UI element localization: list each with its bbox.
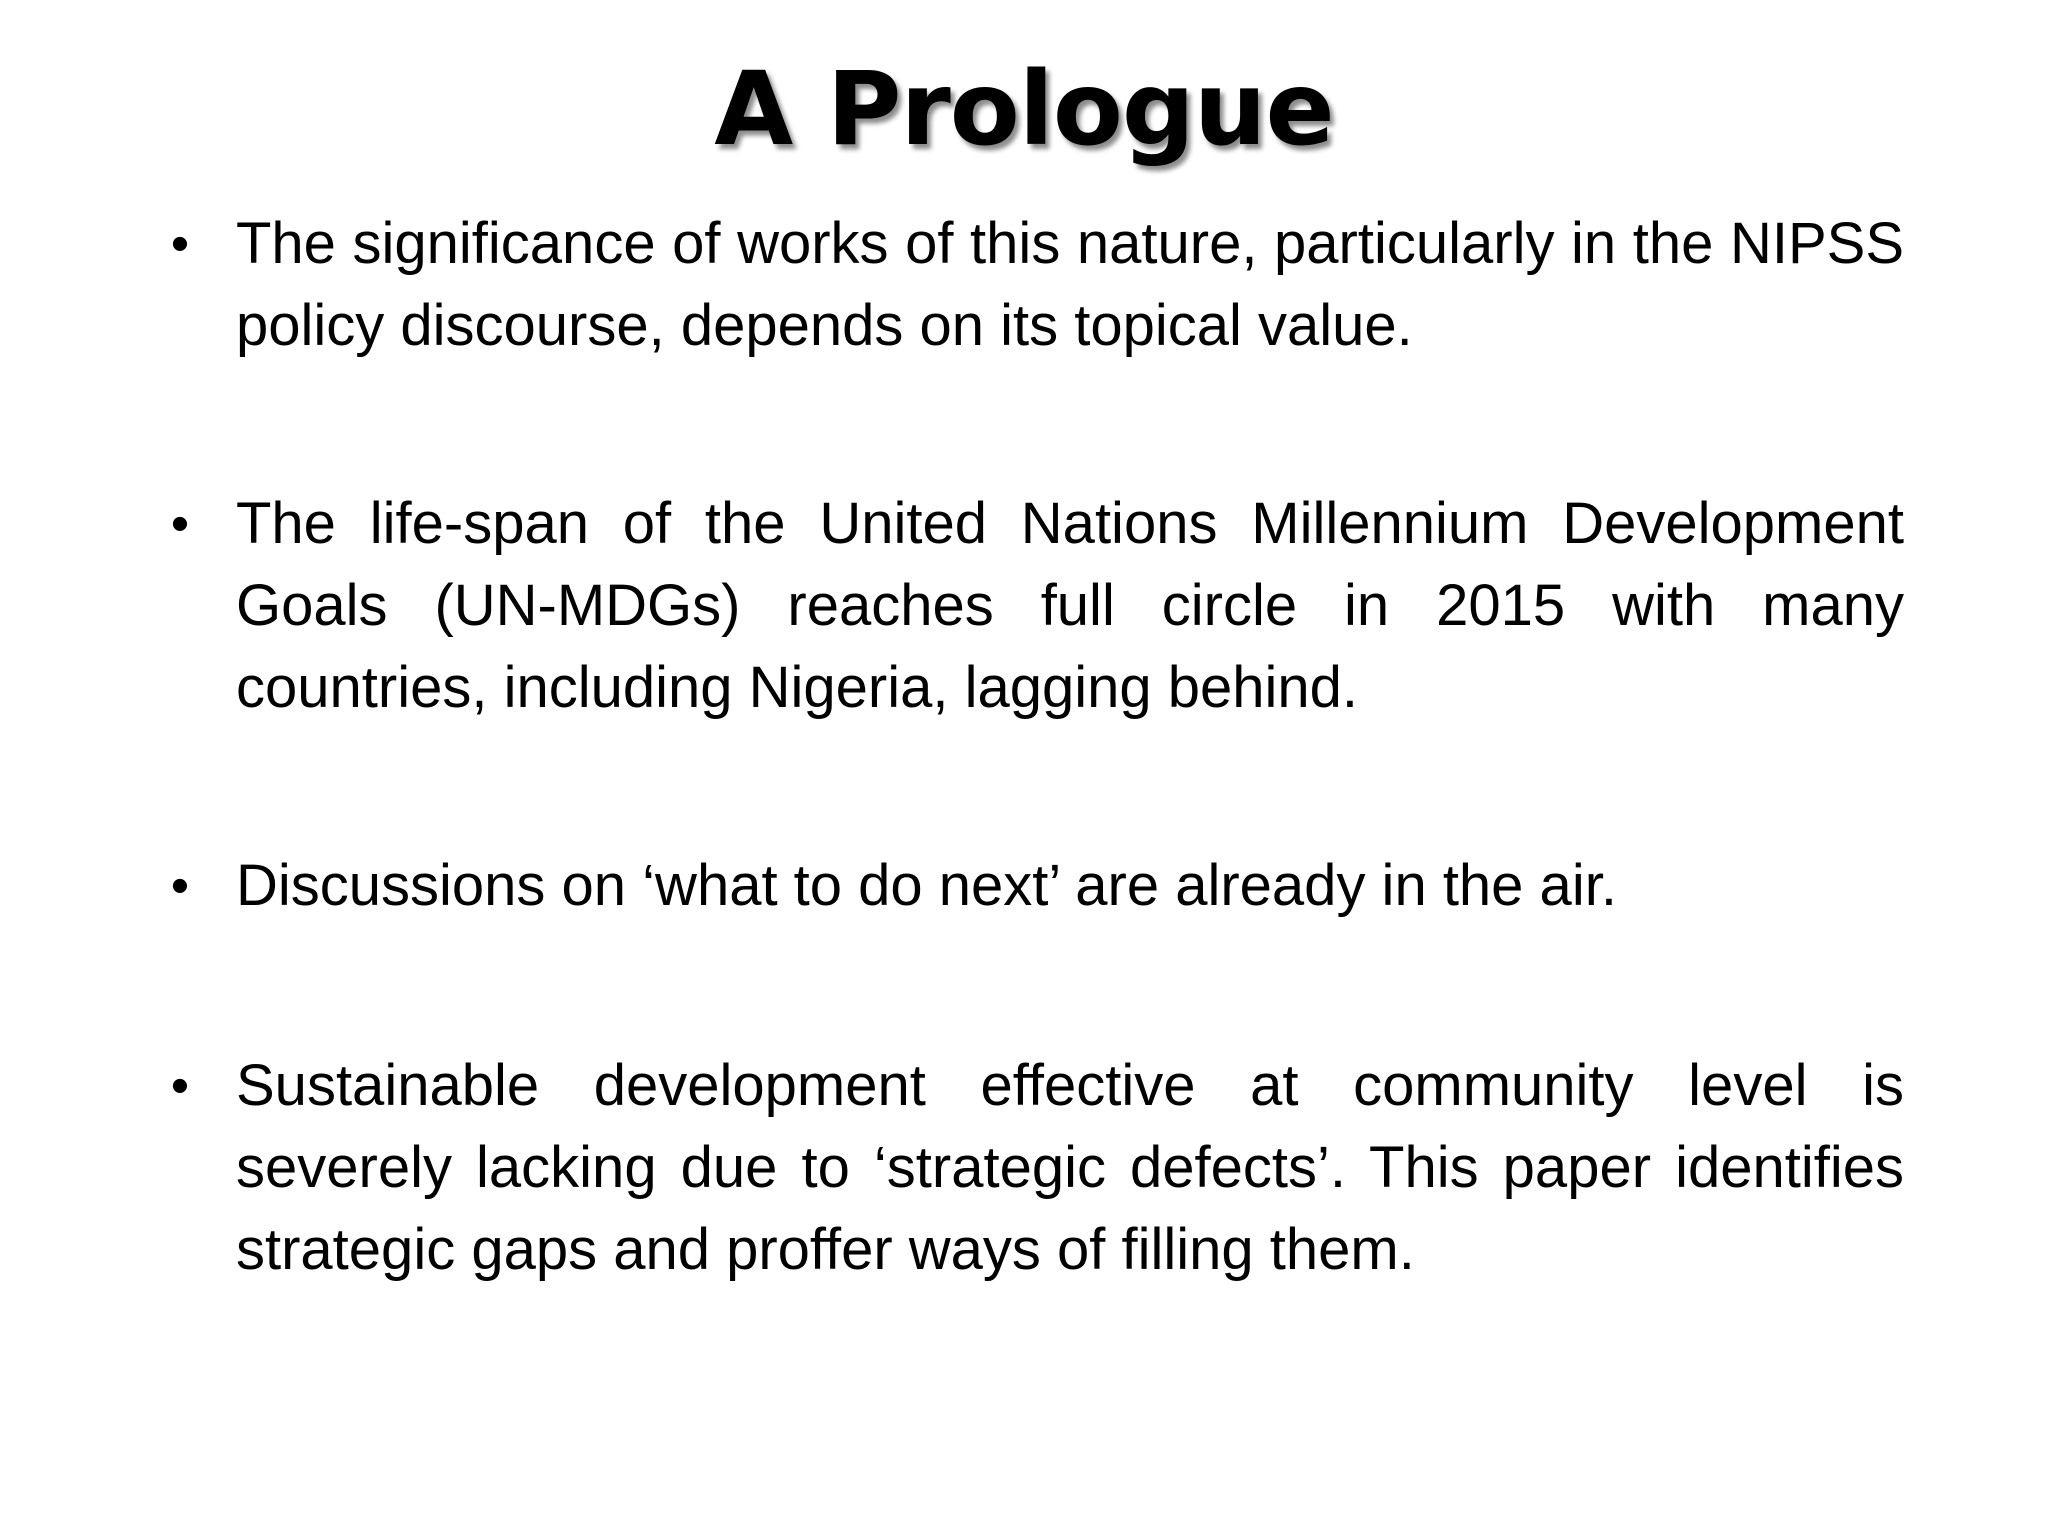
bullet-item — [170, 203, 1904, 367]
bullet-item — [170, 483, 1904, 729]
bullet-text: The significance of works of this nature, particularly in the NIPSS policy discourse, depends on its topical value. — [236, 211, 1904, 358]
bullet-icon: • — [170, 857, 190, 915]
bullet-icon: • — [170, 1057, 190, 1115]
bullet-item — [170, 845, 1904, 927]
bullet-icon: • — [170, 215, 190, 273]
bullet-text: Discussions on ‘what to do next’ are already in the air. — [236, 853, 1617, 918]
bullet-item — [170, 1045, 1904, 1291]
bullet-text: Sustainable development effective at community level is severely lacking due to ‘strategic defects’. This paper identifies strategic gaps and proffer ways of filling them. — [236, 1053, 1904, 1282]
slide-title: A Prologue — [714, 50, 1334, 169]
bullet-text: The life-span of the United Nations Millennium Development Goals (UN-MDGs) reaches full circle in 2015 with many countries, including Nigeria, lagging behind. — [236, 491, 1904, 720]
bullet-icon: • — [170, 495, 190, 553]
